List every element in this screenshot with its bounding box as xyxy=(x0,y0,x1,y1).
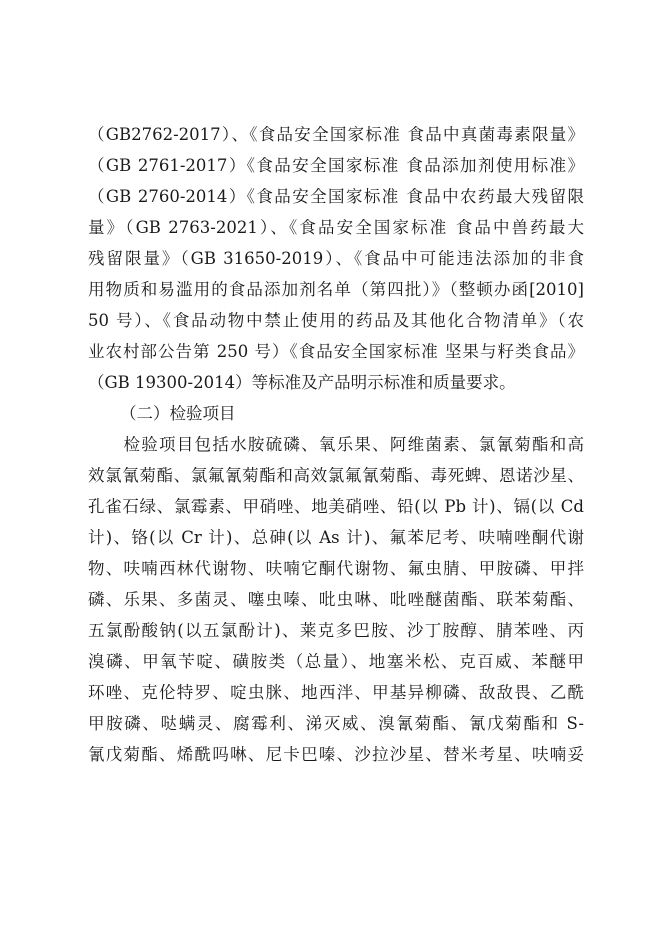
text-line: 效氯氰菊酯、氯氟氰菊酯和高效氯氟氰菊酯、毒死蜱、恩诺沙星、 xyxy=(88,466,584,485)
document-page xyxy=(88,119,584,770)
text-line: 计)、铬(以 Cr 计)、总砷(以 As 计)、氟苯尼考、呋喃唑酮代谢 xyxy=(88,528,584,547)
text-line: 甲胺磷、哒螨灵、腐霉利、涕灭威、溴氰菊酯、氰戊菊酯和 S- xyxy=(88,714,584,733)
text-line: 磷、乐果、多菌灵、噻虫嗪、吡虫啉、吡唑醚菌酯、联苯菊酯、 xyxy=(88,590,584,609)
text-line: 检验项目包括水胺硫磷、氧乐果、阿维菌素、氯氰菊酯和高 xyxy=(88,435,584,454)
standards-paragraph xyxy=(88,119,584,398)
inspection-items-paragraph xyxy=(88,429,584,770)
text-line: 物、呋喃西林代谢物、呋喃它酮代谢物、氟虫腈、甲胺磷、甲拌 xyxy=(88,559,584,578)
text-line: 用物质和易滥用的食品添加剂名单（第四批）》（整顿办函[2010] xyxy=(88,280,584,299)
section-heading: （二）检验项目 xyxy=(120,404,236,423)
text-line: 孔雀石绿、氯霉素、甲硝唑、地美硝唑、铅(以 Pb 计)、镉(以 Cd xyxy=(88,497,584,516)
text-line: 溴磷、甲氧苄啶、磺胺类（总量）、地塞米松、克百威、苯醚甲 xyxy=(88,652,584,671)
text-line: 残留限量》（GB 31650-2019）、《食品中可能违法添加的非食 xyxy=(88,249,584,268)
text-line: 业农村部公告第 250 号）《食品安全国家标准 坚果与籽类食品》 xyxy=(88,342,584,361)
text-line: 五氯酚酸钠(以五氯酚计)、莱克多巴胺、沙丁胺醇、腈苯唑、丙 xyxy=(88,621,584,640)
text-line: （GB2762-2017）、《食品安全国家标准 食品中真菌毒素限量》 xyxy=(88,125,584,144)
text-line: （GB 2761-2017）《食品安全国家标准 食品添加剂使用标准》 xyxy=(88,156,584,175)
text-line: 氰戊菊酯、烯酰吗啉、尼卡巴嗪、沙拉沙星、替米考星、呋喃妥 xyxy=(88,745,584,764)
text-line: 量》（GB 2763-2021）、《食品安全国家标准 食品中兽药最大 xyxy=(88,218,584,237)
text-line: 环唑、克伦特罗、啶虫脒、地西泮、甲基异柳磷、敌敌畏、乙酰 xyxy=(88,683,584,702)
text-line: 50 号）、《食品动物中禁止使用的药品及其他化合物清单》（农 xyxy=(88,311,584,330)
text-line: （GB 19300-2014）等标准及产品明示标准和质量要求。 xyxy=(88,373,516,392)
text-line: （GB 2760-2014）《食品安全国家标准 食品中农药最大残留限 xyxy=(88,187,584,206)
